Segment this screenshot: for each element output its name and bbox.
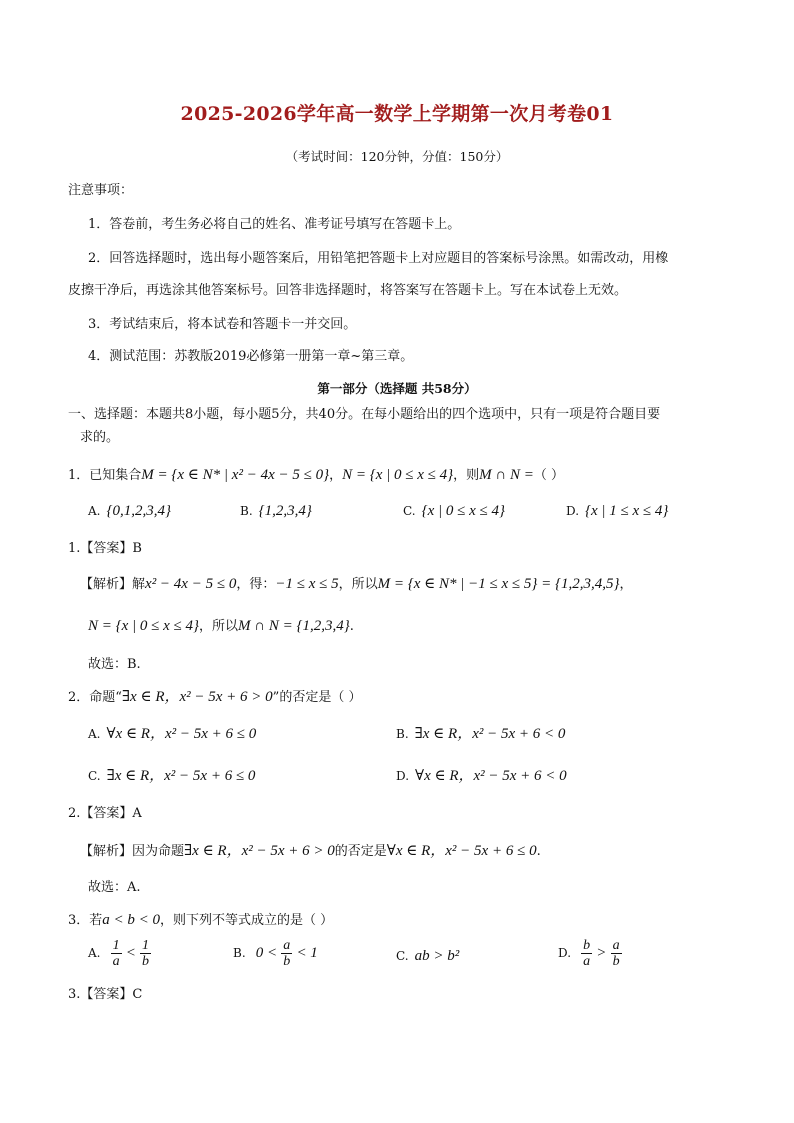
section-intro: 一、选择题：本题共8小题，每小题5分，共40分。在每小题给出的四个选项中，只有一项是符合题目要 [68, 407, 661, 422]
question-1-comma: ， [329, 468, 343, 483]
question-1-analysis-line-1: 【解析】解x² − 4x − 5 ≤ 0，得：−1 ≤ x ≤ 5，所以M = {x ∈ N* | −1 ≤ x ≤ 5} = {1,2,3,4,5}， [80, 576, 633, 592]
question-3-option-b: B. 0 < $\frac{a}{b}$ < 1 [233, 938, 318, 969]
question-1-choice: 故选：B. [88, 657, 141, 672]
notice-item: 2．回答选择题时，选出每小题答案后，用铅笔把答题卡上对应题目的答案标号涂黑。如需改动，用橡 [88, 251, 669, 266]
question-1-blank: （ ） [533, 468, 564, 483]
question-1-set-n: N = {x | 0 ≤ x ≤ 4} [342, 467, 454, 483]
notice-item: 1．答卷前，考生务必将自己的姓名、准考证号填写在答题卡上。 [88, 217, 461, 232]
question-1-answer: 1.【答案】B [68, 541, 142, 556]
question-1-option-b: B. {1,2,3,4} [240, 503, 312, 519]
question-2-stem: 2．命题“∃x ∈ R，x² − 5x + 6 > 0”的否定是（ ） [68, 689, 362, 705]
question-2-analysis: 【解析】因为命题∃x ∈ R，x² − 5x + 6 > 0的否定是∀x ∈ R，x² − 5x + 6 ≤ 0. [80, 843, 541, 859]
question-3-stem: 3．若a < b < 0，则下列不等式成立的是（ ） [68, 912, 334, 928]
notice-item-continued: 皮擦干净后，再选涂其他答案标号。回答非选择题时，将答案写在答题卡上。写在本试卷上无效。 [68, 283, 628, 298]
question-2-choice: 故选：A. [88, 880, 141, 895]
question-1-then: ，则 [453, 468, 480, 483]
question-3-option-c: C. ab > b² [396, 948, 460, 964]
section-intro-continued: 求的。 [80, 430, 120, 445]
question-2-option-d: D. ∀x ∈ R，x² − 5x + 6 < 0 [396, 768, 567, 784]
question-1-option-a: A. {0,1,2,3,4} [88, 503, 171, 519]
notice-item: 4．测试范围：苏教版2019必修第一册第一章~第三章。 [88, 349, 414, 364]
question-1-option-d: D. {x | 1 ≤ x ≤ 4} [566, 503, 669, 519]
question-1-stem [68, 466, 564, 485]
page-title: 2025-2026学年高一数学上学期第一次月考卷01 [180, 103, 614, 125]
question-3-option-d: D. $\frac{b}{a}$ > $\frac{a}{b}$ [558, 938, 620, 969]
question-1-analysis-line-2: N = {x | 0 ≤ x ≤ 4}，所以M ∩ N = {1,2,3,4}. [88, 618, 354, 634]
question-1-prefix: 1．已知集合 [68, 468, 142, 483]
notice-heading: 注意事项： [68, 183, 134, 198]
question-3-option-a: A. $\frac{1}{a}$ < $\frac{1}{b}$ [88, 938, 150, 969]
question-1-expression: M ∩ N = [479, 467, 534, 483]
question-2-option-a: A. ∀x ∈ R，x² − 5x + 6 ≤ 0 [88, 726, 257, 742]
question-1-set-m: M = {x ∈ N* | x² − 4x − 5 ≤ 0} [141, 467, 330, 483]
question-2-answer: 2.【答案】A [68, 806, 142, 821]
question-2-option-c: C. ∃x ∈ R，x² − 5x + 6 ≤ 0 [88, 768, 256, 784]
part-heading: 第一部分（选择题 共58分） [317, 381, 477, 396]
notice-item: 3．考试结束后，将本试卷和答题卡一并交回。 [88, 317, 357, 332]
question-3-answer: 3.【答案】C [68, 987, 143, 1002]
question-1-option-c: C. {x | 0 ≤ x ≤ 4} [403, 503, 505, 519]
exam-info: （考试时间：120分钟，分值：150分） [285, 149, 509, 164]
question-2-option-b: B. ∃x ∈ R，x² − 5x + 6 < 0 [396, 726, 566, 742]
